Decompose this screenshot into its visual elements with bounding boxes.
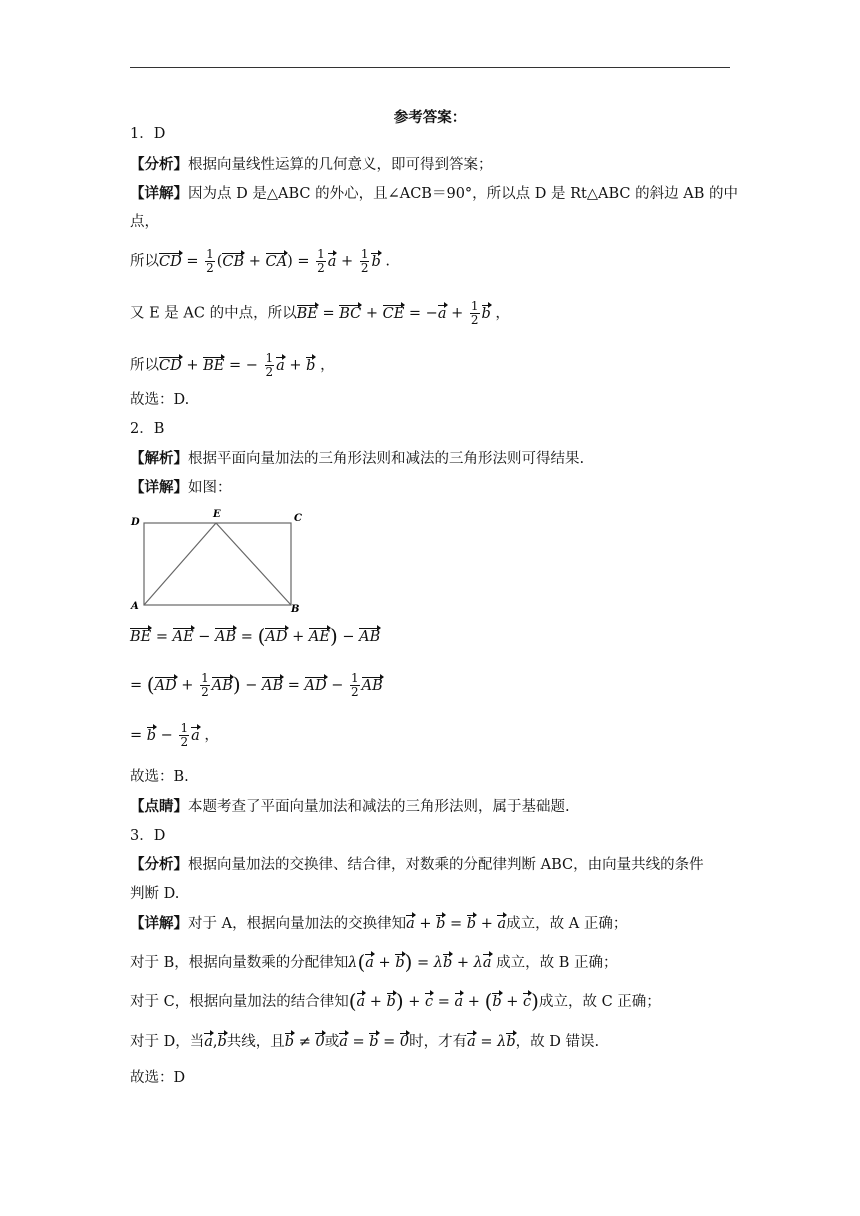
- q2-equation-2: = (AD + $\frac{1}{2}$ AB) − AB = AD − $\frac{1}{2}$ AB: [130, 671, 383, 699]
- q3-line-c-post: 成立，故 C 正确；: [538, 994, 661, 1010]
- q2-detail: [130, 478, 232, 498]
- q3-choice: 故选：D: [130, 1070, 186, 1086]
- q1-eq3-prefix: 所以: [130, 357, 159, 374]
- q1-equation-3: 所以CD + BE = − $\frac{1}{2}$ a + b ，: [130, 351, 335, 379]
- q3-number: 3．D: [130, 828, 166, 844]
- label-a: A: [131, 601, 139, 612]
- q2-analysis: [130, 449, 584, 469]
- label-c: C: [294, 513, 302, 524]
- q3-analysis-tag: 【分析】: [130, 856, 188, 873]
- label-d: D: [131, 517, 140, 528]
- q1-equation-1: 所以CD = $\frac{1}{2}$ (CB + CA) = $\frac{1}{2}$ a + $\frac{1}{2}$ b .: [130, 247, 390, 275]
- q3-line-b-pre: 对于 B，根据向量数乘的分配律知: [130, 955, 349, 971]
- q1-choice: 故选：D.: [130, 392, 190, 408]
- q3-line-d: 对于 D，当a,b共线，且b ≠ 0或a = b = 0时，才有a = λb，故 D 错误.: [130, 1034, 600, 1050]
- q3-line-d-mid1: 共线，且: [226, 1034, 285, 1050]
- q2-detail-tag: 【详解】: [130, 479, 188, 496]
- q2-equation-1: BE = AE − AB = (AD + AE) − AB: [130, 624, 381, 648]
- q2-comment-text: 本题考查了平面向量加法和减法的三角形法则，属于基础题.: [188, 799, 570, 815]
- q3-line-d-mid2: 或: [324, 1034, 340, 1050]
- q3-line-b-post: 成立，故 B 正确；: [496, 955, 618, 971]
- rectangle-abcd: [144, 523, 291, 605]
- q3-line-a: 【详解】对于 A，根据向量加法的交换律知a + b = b + a成立，故 A 正确；: [130, 915, 628, 932]
- q1-detail-tag: 【详解】: [130, 185, 188, 202]
- q2-analysis-text: 根据平面向量加法的三角形法则和减法的三角形法则可得结果.: [188, 451, 585, 467]
- q2-detail-text: 如图：: [188, 480, 232, 496]
- q2-choice: 故选：B.: [130, 769, 189, 785]
- header-rule: [130, 67, 730, 68]
- q1-detail-text-2: 点，: [130, 214, 159, 230]
- q3-line-c: 对于 C，根据向量加法的结合律知(a + b) + c = a + (b + c)成立，故 C 正确；: [130, 989, 661, 1013]
- q2-equation-3: = b − $\frac{1}{2}$ a ，: [130, 721, 219, 749]
- q1-detail: [130, 184, 738, 204]
- label-e: E: [213, 509, 221, 520]
- q3-analysis: [130, 855, 704, 875]
- q2-analysis-tag: 【解析】: [130, 450, 188, 467]
- q3-analysis-text-2: 判断 D.: [130, 886, 180, 902]
- segment-eb: [216, 523, 291, 605]
- q3-line-a-post: 成立，故 A 正确；: [506, 916, 628, 932]
- q1-number: 1．D: [130, 126, 166, 142]
- q3-line-b: 对于 B，根据向量数乘的分配律知λ(a + b) = λb + λa 成立，故 B 正确；: [130, 950, 618, 974]
- q1-detail-text-1: 因为点 D 是△ABC 的外心，且∠ACB＝90°，所以点 D 是 Rt△ABC 的斜边 AB 的中: [188, 186, 738, 202]
- q1-equation-2: 又 E 是 AC 的中点，所以BE = BC + CE = −a + $\frac{1}{2}$ b ，: [130, 299, 510, 327]
- segment-ae: [144, 523, 216, 605]
- q1-analysis: [130, 155, 493, 175]
- rectangle-figure: [128, 505, 308, 617]
- q3-analysis-text-1: 根据向量加法的交换律、结合律，对数乘的分配律判断 ABC，由向量共线的条件: [188, 857, 704, 873]
- q3-detail-tag: 【详解】: [130, 915, 188, 932]
- q1-analysis-text: 根据向量线性运算的几何意义，即可得到答案；: [188, 157, 493, 173]
- q1-eq1-prefix: 所以: [130, 253, 159, 270]
- label-b: B: [291, 604, 300, 615]
- q2-number: 2．B: [130, 421, 165, 437]
- q1-eq2-prefix: 又 E 是 AC 的中点，所以: [130, 305, 297, 322]
- q3-line-d-pre: 对于 D，当: [130, 1034, 205, 1050]
- q3-line-d-post: ，故 D 错误.: [515, 1034, 600, 1050]
- page-title: 参考答案：: [393, 109, 467, 126]
- q3-line-a-pre: 对于 A，根据向量加法的交换律知: [188, 916, 407, 932]
- q3-line-d-mid3: 时，才有: [409, 1034, 468, 1050]
- q3-line-c-pre: 对于 C，根据向量加法的结合律知: [130, 994, 349, 1010]
- q1-analysis-tag: 【分析】: [130, 156, 188, 173]
- q2-comment: [130, 797, 570, 817]
- q2-comment-tag: 【点睛】: [130, 798, 188, 815]
